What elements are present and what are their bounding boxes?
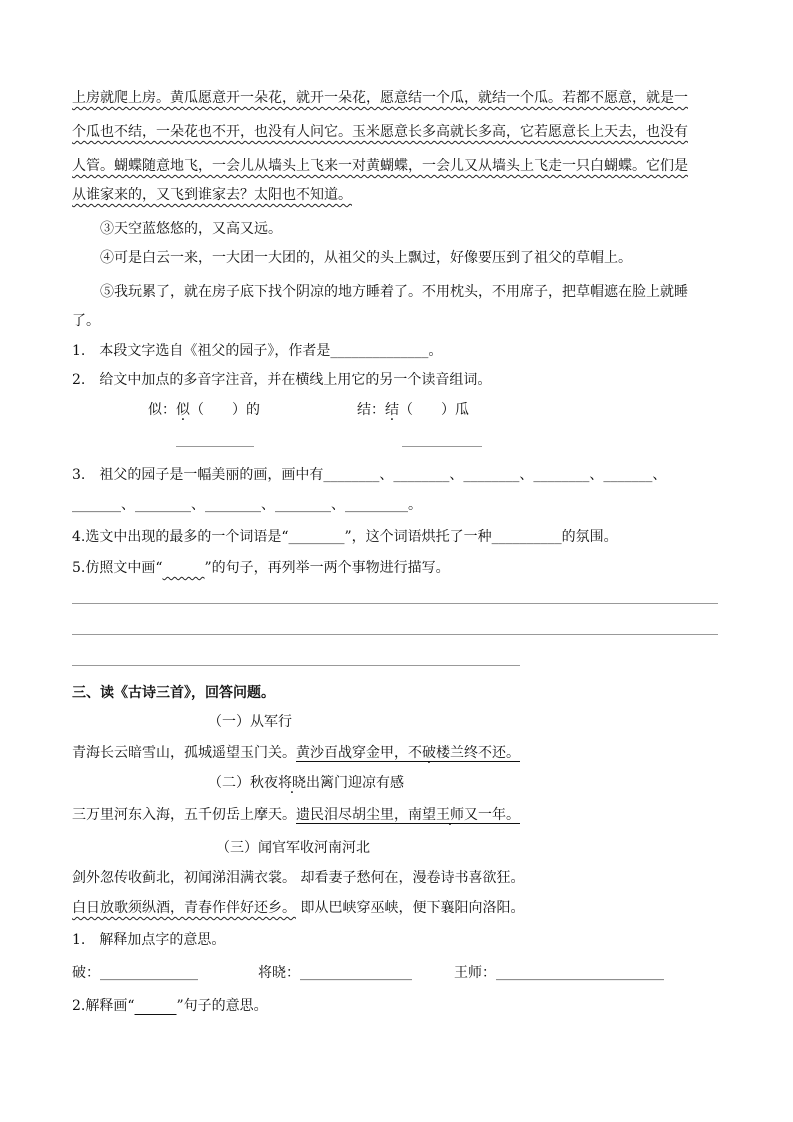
q2-si-char: 似 bbox=[176, 402, 190, 418]
poem-3-line-2 bbox=[72, 898, 524, 918]
passage-line-1: 上房就爬上房。黄瓜愿意开一朵花，就开一朵花，愿意结一个瓜，就结一个瓜。若都不愿意，就是一 bbox=[72, 90, 688, 106]
question-3-line-2: _______、________、________、________、_________。 bbox=[72, 497, 422, 513]
poem-3-underlined: 白日放歌须纵酒，青春作伴好还乡。 bbox=[72, 900, 296, 916]
question-3-line-1: 3. 祖父的园子是一幅美丽的画，画中有________、________、________、________、_______、 bbox=[72, 467, 667, 483]
passage-line-4: 从谁家来的，又飞到谁家去？太阳也不知道。 bbox=[72, 187, 352, 203]
question-4: 4.选文中出现的最多的一个词语是“________”，这个词语烘托了一种__________的氛围。 bbox=[72, 529, 618, 545]
poem-2-part-a: 三万里河东入海，五千仞岳上摩天。 bbox=[72, 807, 296, 823]
poem-2-title-b: 出篱门迎凉有感 bbox=[306, 775, 404, 791]
q2-si-label: 似： bbox=[148, 402, 176, 418]
poem-1-underlined bbox=[296, 745, 520, 761]
q2-jie-item bbox=[357, 400, 469, 420]
paragraph-5-line-2: 了。 bbox=[72, 313, 100, 329]
poem-2-title-a: （二）秋夜 bbox=[208, 775, 278, 791]
section-3-question-1: 1. 解释加点字的意思。 bbox=[72, 932, 226, 948]
question-1: 1. 本段文字选自《祖父的园子》，作者是______________。 bbox=[72, 343, 443, 359]
section-3-question-2 bbox=[72, 996, 268, 1016]
s3-q2-prefix: 2.解释画“ bbox=[72, 998, 135, 1014]
poem-2-dot-chars: 王师 bbox=[436, 807, 464, 823]
poem-2-text bbox=[72, 805, 520, 825]
q5-answer-line-1[interactable] bbox=[72, 603, 718, 604]
question-2: 2. 给文中加点的多音字注音，并在横线上用它的另一个读音组词。 bbox=[72, 372, 492, 388]
q2-si-rest: （ ）的 bbox=[190, 402, 260, 418]
question-5 bbox=[72, 558, 450, 578]
poem-3-title: （三）闻官军收河南河北 bbox=[216, 840, 370, 856]
section-3-title: 三、读《古诗三首》，回答问题。 bbox=[72, 685, 275, 701]
q1-wangshi-field[interactable]: 王师：________________________ bbox=[454, 965, 664, 981]
q5-suffix: ”的句子，再列举一两个事物进行描写。 bbox=[204, 560, 450, 576]
paragraph-3: ③天空蓝悠悠的，又高又远。 bbox=[100, 221, 282, 237]
poem-1-dot-char: 破 bbox=[422, 745, 436, 761]
q2-jie-char: 结 bbox=[385, 402, 399, 418]
q2-jie-answer-line[interactable] bbox=[402, 446, 482, 447]
passage-line-3: 人管。蝴蝶随意地飞，一会儿从墙头上飞来一对黄蝴蝶，一会儿又从墙头上飞走一只白蝴蝶。它们是 bbox=[72, 158, 688, 174]
q5-answer-line-2[interactable] bbox=[72, 634, 718, 635]
poem-2-underlined bbox=[296, 807, 520, 823]
poem-2-part-b: 遗民泪尽胡尘里，南望 bbox=[296, 807, 436, 823]
q5-prefix: 5.仿照文中画“ bbox=[72, 560, 163, 576]
paragraph-5-line-1: ⑤我玩累了，就在房子底下找个阴凉的地方睡着了。不用枕头，不用席子，把草帽遮在脸上就睡 bbox=[100, 284, 688, 300]
poem-1-part-a: 青海长云暗雪山，孤城遥望玉门关。 bbox=[72, 745, 296, 761]
s3-q2-underline-mark bbox=[135, 998, 177, 1014]
poem-1-part-b: 黄沙百战穿金甲，不 bbox=[296, 745, 422, 761]
s3-q2-suffix: ”句子的意思。 bbox=[176, 998, 268, 1014]
poem-3-line-1: 剑外忽传收蓟北，初闻涕泪满衣裳。 却看妻子愁何在，漫卷诗书喜欲狂。 bbox=[72, 870, 525, 886]
q2-jie-rest: （ ）瓜 bbox=[399, 402, 469, 418]
poem-1-part-c: 楼兰终不还。 bbox=[436, 745, 520, 761]
paragraph-4: ④可是白云一来，一大团一大团的，从祖父的头上飘过，好像要压到了祖父的草帽上。 bbox=[100, 250, 632, 266]
poem-2-title bbox=[208, 773, 404, 793]
poem-2-part-c: 又一年。 bbox=[464, 807, 520, 823]
poem-2-title-dot: 将晓 bbox=[278, 775, 306, 791]
poem-1-text bbox=[72, 743, 520, 763]
q1-po-field[interactable]: 破：______________ bbox=[72, 965, 198, 981]
q2-si-answer-line[interactable] bbox=[176, 446, 254, 447]
passage-line-2: 个瓜也不结，一朵花也不开，也没有人问它。玉米愿意长多高就长多高，它若愿意长上天去，也没有 bbox=[72, 124, 688, 140]
poem-3-line-2-rest: 即从巴峡穿巫峡，便下襄阳向洛阳。 bbox=[296, 900, 525, 916]
q2-si-item bbox=[148, 400, 260, 420]
poem-1-title: （一）从军行 bbox=[208, 714, 292, 730]
q1-jiangxiao-field[interactable]: 将晓：________________ bbox=[258, 965, 412, 981]
q5-wavy-mark bbox=[163, 560, 205, 576]
q5-answer-line-3[interactable] bbox=[72, 665, 520, 666]
q2-jie-label: 结： bbox=[357, 402, 385, 418]
